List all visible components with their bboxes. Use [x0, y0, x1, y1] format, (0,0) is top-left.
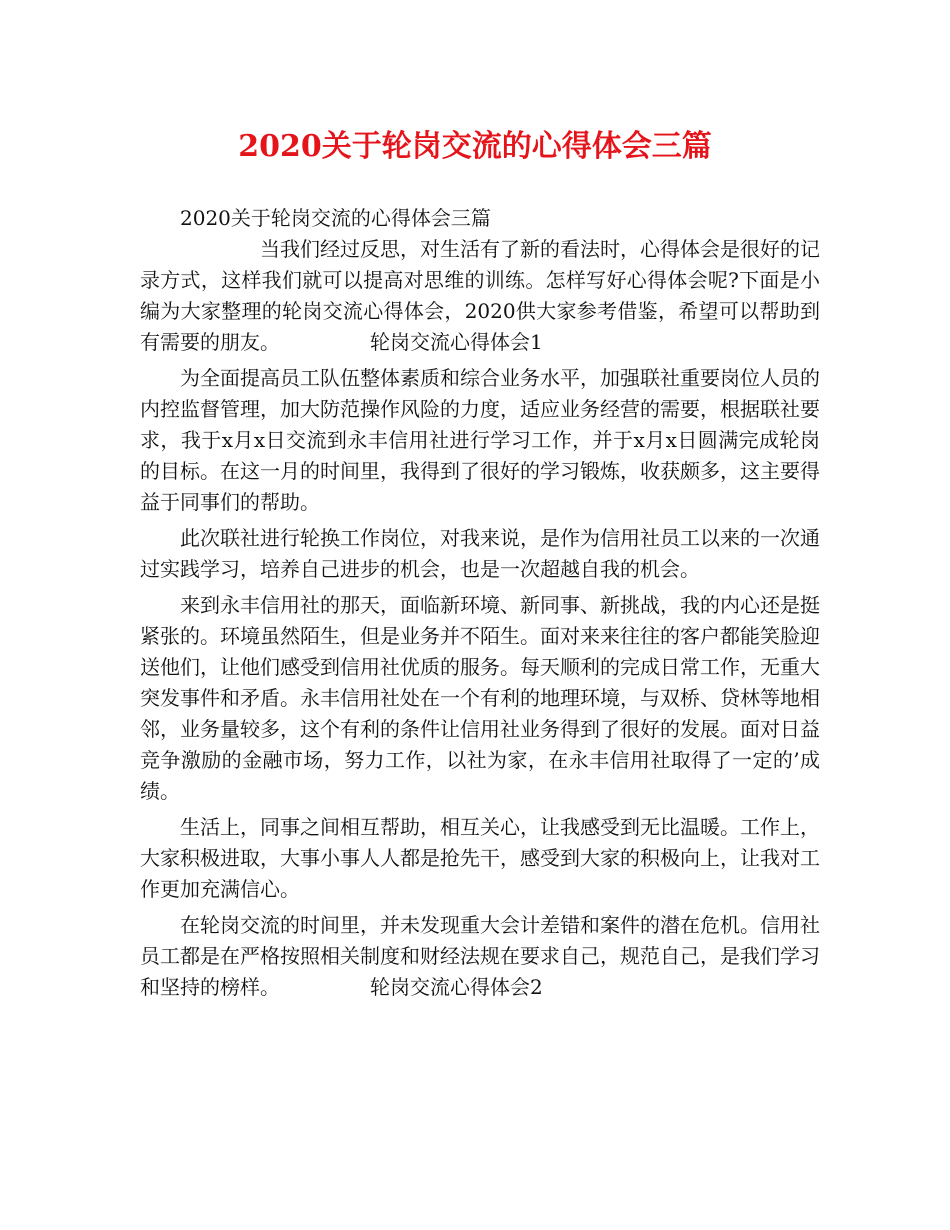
body-paragraph-2: 此次联社进行轮换工作岗位，对我来说，是作为信用社员工以来的一次通过实践学习，培养自己进步的机会，也是一次超越自我的机会。 [140, 526, 820, 581]
document-title: 2020关于轮岗交流的心得体会三篇 [238, 129, 712, 164]
section2-heading: 轮岗交流心得体会2 [370, 975, 543, 999]
body-paragraph-1: 为全面提高员工队伍整体素质和综合业务水平，加强联社重要岗位人员的内控监督管理，加大防范操作风险的力度，适应业务经营的需要，根据联社要求，我于x月x日交流到永丰信用社进行学习工作，并于x月x日圆满完成轮岗的目标。在这一月的时间里，我得到了很好的学习锻炼，收获颇多，这主要得益于同事们的帮助。 [140, 366, 820, 514]
document-subtitle [140, 203, 820, 234]
document-body [140, 203, 820, 1003]
last-paragraph-text: 在轮岗交流的时间里，并未发现重大会计差错和案件的潜在危机。信用社员工都是在严格按照相关制度和财经法规在要求自己，规范自己，是我们学习和坚持的榜样。 [140, 913, 820, 999]
body-paragraph-5 [140, 910, 820, 1003]
body-paragraph-4: 生活上，同事之间相互帮助，相互关心，让我感受到无比温暖。工作上，大家积极进取，大事小事人人都是抢先干，感受到大家的积极向上，让我对工作更加充满信心。 [140, 815, 820, 901]
body-paragraph-3: 来到永丰信用社的那天，面临新环境、新同事、新挑战，我的内心还是挺紧张的。环境虽然陌生，但是业务并不陌生。面对来来往往的客户都能笑脸迎送他们，让他们感受到信用社优质的服务。每天顺利的完成日常工作，无重大突发事件和矛盾。永丰信用社处在一个有利的地理环境，与双桥、贷林等地相邻，业务量较多，这个有利的条件让信用社业务得到了很好的发展。面对日益竞争激励的金融市场，努力工作，以社为家，在永丰信用社取得了一定的’成绩。 [140, 593, 820, 803]
subtitle-text: 2020关于轮岗交流的心得体会三篇 [180, 206, 491, 230]
section1-heading: 轮岗交流心得体会1 [370, 330, 543, 354]
intro-paragraph [140, 234, 820, 358]
intro-text: 当我们经过反思，对生活有了新的看法时，心得体会是很好的记录方式，这样我们就可以提高对思维的训练。怎样写好心得体会呢?下面是小编为大家整理的轮岗交流心得体会，2020供大家参考借鉴，希望可以帮助到有需要的朋友。 [140, 237, 820, 354]
